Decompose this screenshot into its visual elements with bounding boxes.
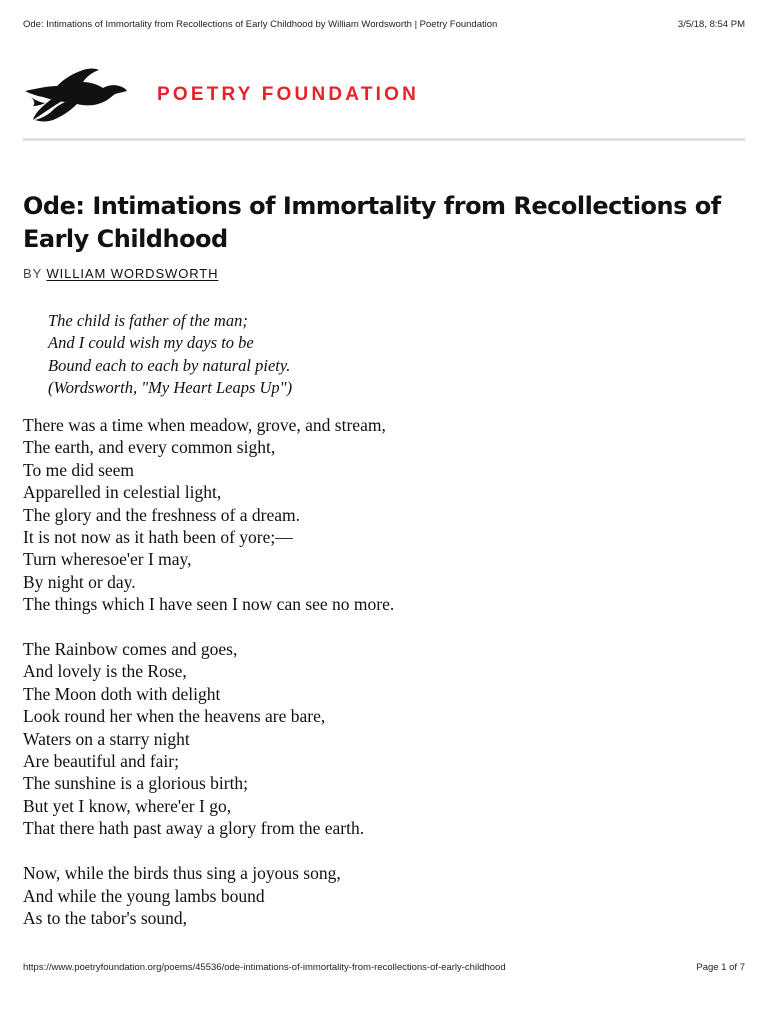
poem-line: Now, while the birds thus sing a joyous song, — [23, 863, 341, 884]
epigraph — [48, 310, 292, 399]
print-page-title: Ode: Intimations of Immortality from Recollections of Early Childhood by William Wordsworth | Poetry Foundation — [23, 19, 498, 30]
poem-line: That there hath past away a glory from the earth. — [23, 818, 365, 839]
byline — [23, 266, 218, 281]
stanza — [23, 638, 394, 840]
poem-line: Apparelled in celestial light, — [23, 482, 222, 503]
stanza — [23, 414, 394, 616]
poem-line: Waters on a starry night — [23, 728, 190, 749]
print-footer — [23, 962, 745, 973]
poem-line: By night or day. — [23, 571, 136, 592]
epigraph-line: The child is father of the man; — [48, 311, 248, 330]
stanza — [23, 862, 394, 929]
epigraph-line: Bound each to each by natural piety. — [48, 355, 291, 375]
by-label: BY — [23, 266, 42, 281]
bird-logo-icon[interactable] — [23, 64, 127, 122]
poem-line: Turn wheresoe'er I may, — [23, 549, 192, 570]
print-url: https://www.poetryfoundation.org/poems/45536/ode-intimations-of-immortality-from-recollections-of-early-childhood — [23, 962, 506, 973]
print-timestamp: 3/5/18, 8:54 PM — [677, 19, 745, 30]
poem-title: Ode: Intimations of Immortality from Recollections of Early Childhood — [23, 192, 721, 253]
poem-line: To me did seem — [23, 459, 135, 480]
page-number: Page 1 of 7 — [696, 962, 745, 973]
poem-line: The Moon doth with delight — [23, 683, 221, 704]
poem-line: The earth, and every common sight, — [23, 437, 276, 458]
poem-line: As to the tabor's sound, — [23, 907, 188, 928]
poem-line: And while the young lambs bound — [23, 885, 265, 906]
site-header — [23, 58, 745, 141]
poem-line: And lovely is the Rose, — [23, 661, 187, 682]
poem-line: The things which I have seen I now can see no more. — [23, 594, 395, 615]
poem-line: The sunshine is a glorious birth; — [23, 773, 249, 794]
poem-body — [23, 414, 394, 952]
print-header — [23, 19, 745, 30]
epigraph-line: (Wordsworth, "My Heart Leaps Up") — [48, 377, 293, 397]
site-name[interactable]: POETRY FOUNDATION — [157, 84, 419, 105]
poem-line: It is not now as it hath been of yore;— — [23, 527, 293, 548]
poem-line: The Rainbow comes and goes, — [23, 639, 238, 660]
author-link[interactable]: WILLIAM WORDSWORTH — [46, 266, 219, 281]
poem-line: There was a time when meadow, grove, and stream, — [23, 415, 386, 435]
poem-line: The glory and the freshness of a dream. — [23, 504, 300, 525]
poem-line: Are beautiful and fair; — [23, 751, 179, 772]
epigraph-line: And I could wish my days to be — [48, 333, 254, 353]
poem-line: Look round her when the heavens are bare, — [23, 706, 326, 727]
poem-line: But yet I know, where'er I go, — [23, 795, 232, 816]
